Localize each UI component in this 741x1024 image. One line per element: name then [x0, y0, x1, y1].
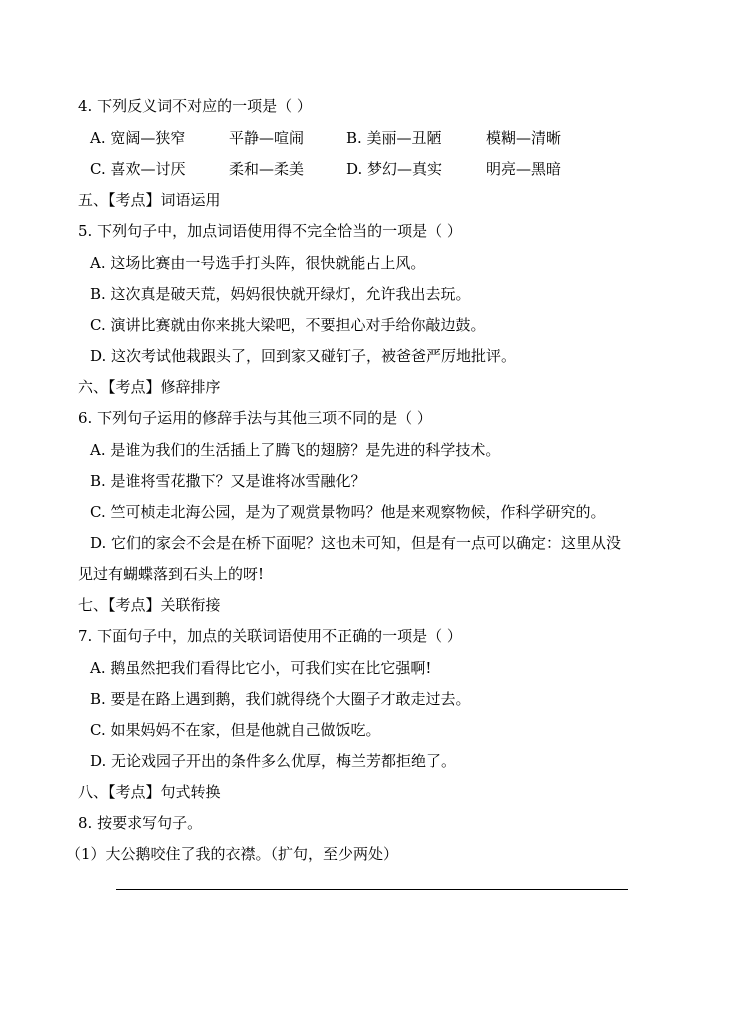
answer-line[interactable] [116, 889, 628, 890]
q6-option-c: C. 竺可桢走北海公园，是为了观赏景物吗？他是来观察物候，作科学研究的。 [90, 503, 606, 521]
q6-option-d-continuation: 见过有蝴蝶落到石头上的呀! [78, 565, 265, 583]
q6-stem: 6. 下列句子运用的修辞手法与其他三项不同的是（ ） [78, 409, 432, 427]
section-heading-5: 五、【考点】词语运用 [78, 191, 221, 209]
q4-option-d2: 明亮—黑暗 [486, 160, 562, 178]
q4-stem: 4. 下列反义词不对应的一项是（ ） [78, 97, 312, 115]
q7-option-c: C. 如果妈妈不在家，但是他就自己做饭吃。 [90, 721, 381, 739]
section-heading-8: 八、【考点】句式转换 [78, 783, 221, 801]
q5-stem: 5. 下列句子中，加点词语使用得不完全恰当的一项是（ ） [78, 222, 462, 240]
q4-option-a1: A. 宽阔—狭窄 [90, 129, 186, 147]
q6-option-d: D. 它们的家会不会是在桥下面呢？这也未可知，但是有一点可以确定：这里从没 [90, 534, 622, 552]
q7-stem: 7. 下面句子中，加点的关联词语使用不正确的一项是（ ） [78, 627, 462, 645]
q5-option-a: A. 这场比赛由一号选手打头阵，很快就能占上风。 [90, 254, 426, 272]
q6-option-b: B. 是谁将雪花撒下？又是谁将冰雪融化？ [90, 472, 366, 490]
q7-option-b: B. 要是在路上遇到鹅，我们就得绕个大圈子才敢走过去。 [90, 690, 471, 708]
section-heading-7: 七、【考点】关联衔接 [78, 596, 221, 614]
q8-subquestion-1: （1）大公鹅咬住了我的衣襟。（扩句，至少两处） [66, 845, 399, 863]
q4-option-b1: B. 美丽—丑陋 [346, 129, 442, 147]
q7-option-a: A. 鹅虽然把我们看得比它小，可我们实在比它强啊! [90, 659, 432, 677]
q4-option-c1: C. 喜欢—讨厌 [90, 160, 186, 178]
q6-option-a: A. 是谁为我们的生活插上了腾飞的翅膀？是先进的科学技术。 [90, 441, 501, 459]
q4-option-a2: 平静—喧闹 [229, 129, 305, 147]
q4-option-b2: 模糊—清晰 [486, 129, 562, 147]
q4-option-d1: D. 梦幻—真实 [346, 160, 443, 178]
q5-option-c: C. 演讲比赛就由你来挑大梁吧，不要担心对手给你敲边鼓。 [90, 316, 486, 334]
q7-option-d: D. 无论戏园子开出的条件多么优厚，梅兰芳都拒绝了。 [90, 752, 457, 770]
q4-option-c2: 柔和—柔美 [229, 160, 305, 178]
q5-option-d: D. 这次考试他栽跟头了，回到家又碰钉子，被爸爸严厉地批评。 [90, 347, 517, 365]
q8-stem: 8. 按要求写句子。 [78, 814, 203, 832]
q5-option-b: B. 这次真是破天荒，妈妈很快就开绿灯，允许我出去玩。 [90, 285, 471, 303]
section-heading-6: 六、【考点】修辞排序 [78, 378, 221, 396]
